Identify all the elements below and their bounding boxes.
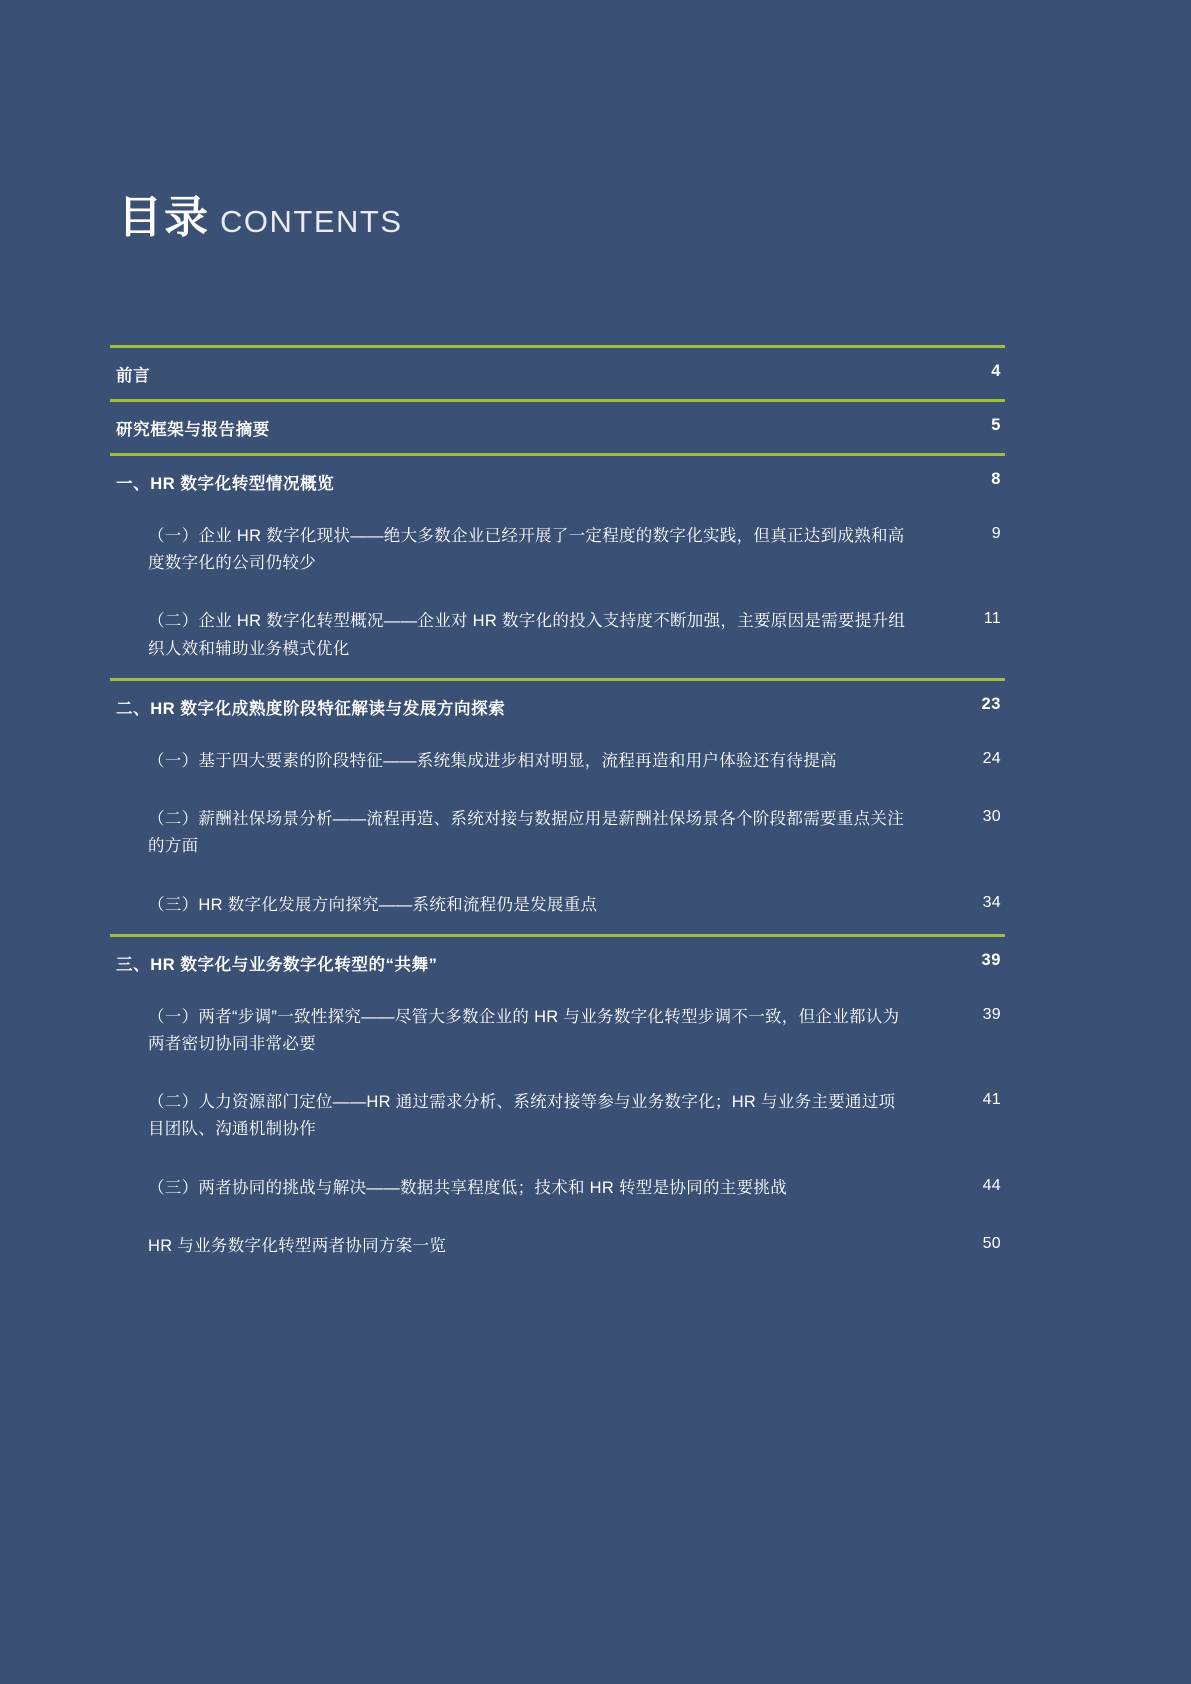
page-title-en: CONTENTS: [220, 204, 403, 239]
toc-entry-page-number: 5: [991, 416, 1001, 434]
page-title-cn: 目录: [118, 193, 210, 242]
toc-entry-page-number: 44: [982, 1176, 1001, 1194]
page-title: [118, 193, 403, 242]
toc-entry-subsection[interactable]: [110, 876, 1005, 934]
toc-entry-page-number: 4: [991, 362, 1001, 380]
toc-entry-subsection[interactable]: [110, 1217, 1005, 1275]
toc-entry-label: （一）企业 HR 数字化现状——绝大多数企业已经开展了一定程度的数字化实践，但真正达到成熟和高度数字化的公司仍较少: [148, 527, 905, 573]
toc-entry-label: （二）企业 HR 数字化转型概况——企业对 HR 数字化的投入支持度不断加强，主要原因是需要提升组织人效和辅助业务模式优化: [148, 612, 906, 658]
toc-entry-label: 三、HR 数字化与业务数字化转型的“共舞”: [116, 955, 438, 974]
toc-entry-label: 前言: [116, 367, 151, 385]
toc-entry-page-number: 23: [981, 694, 1001, 713]
toc-entry-label: （三）两者协同的挑战与解决——数据共享程度低；技术和 HR 转型是协同的主要挑战: [148, 1178, 787, 1197]
toc-entry-page-number: 50: [982, 1234, 1001, 1252]
toc-entry-label: 二、HR 数字化成熟度阶段特征解读与发展方向探索: [116, 699, 506, 718]
toc-entry-label: 一、HR 数字化转型情况概览: [116, 475, 335, 493]
toc-entry-page-number: 39: [981, 950, 1001, 969]
toc-entry-page-number: 34: [982, 893, 1001, 911]
toc-entry-label: （一）基于四大要素的阶段特征——系统集成进步相对明显，流程再造和用户体验还有待提高: [148, 751, 837, 770]
toc-entry-section[interactable]: [110, 402, 1005, 453]
toc-entry-page-number: 9: [991, 525, 1001, 542]
toc-entry-subsection[interactable]: [110, 1159, 1005, 1217]
toc-entry-subsection[interactable]: [110, 988, 1005, 1073]
toc-entry-section[interactable]: [110, 456, 1005, 507]
toc-entry-label: HR 与业务数字化转型两者协同方案一览: [148, 1236, 447, 1255]
toc-entry-label: （三）HR 数字化发展方向探究——系统和流程仍是发展重点: [148, 895, 598, 914]
toc-entry-label: 研究框架与报告摘要: [116, 421, 270, 439]
toc-entry-page-number: 41: [982, 1091, 1001, 1109]
toc-entry-subsection[interactable]: [110, 790, 1005, 875]
toc-entry-subsection[interactable]: [110, 592, 1005, 677]
toc-entry-label: （一）两者“步调”一致性探究——尽管大多数企业的 HR 与业务数字化转型步调不一致，但企业都认为两者密切协同非常必要: [148, 1007, 900, 1053]
toc-entry-page-number: 8: [991, 470, 1001, 488]
toc-entry-page-number: 11: [983, 610, 1001, 628]
toc-entry-page-number: 24: [982, 749, 1001, 767]
toc-entry-label: （二）人力资源部门定位——HR 通过需求分析、系统对接等参与业务数字化；HR 与业务主要通过项目团队、沟通机制协作: [148, 1093, 896, 1139]
toc-entry-subsection[interactable]: [110, 507, 1005, 592]
toc-entry-page-number: 30: [982, 808, 1001, 826]
toc-entry-section[interactable]: [110, 937, 1005, 988]
toc-entry-subsection[interactable]: [110, 1073, 1005, 1158]
table-of-contents: [110, 345, 1005, 1275]
toc-entry-label: （二）薪酬社保场景分析——流程再造、系统对接与数据应用是薪酬社保场景各个阶段都需要重点关注的方面: [148, 810, 904, 856]
toc-entry-section[interactable]: [110, 348, 1005, 399]
toc-entry-subsection[interactable]: [110, 732, 1005, 790]
toc-entry-page-number: 39: [982, 1005, 1001, 1023]
toc-entry-section[interactable]: [110, 681, 1005, 732]
